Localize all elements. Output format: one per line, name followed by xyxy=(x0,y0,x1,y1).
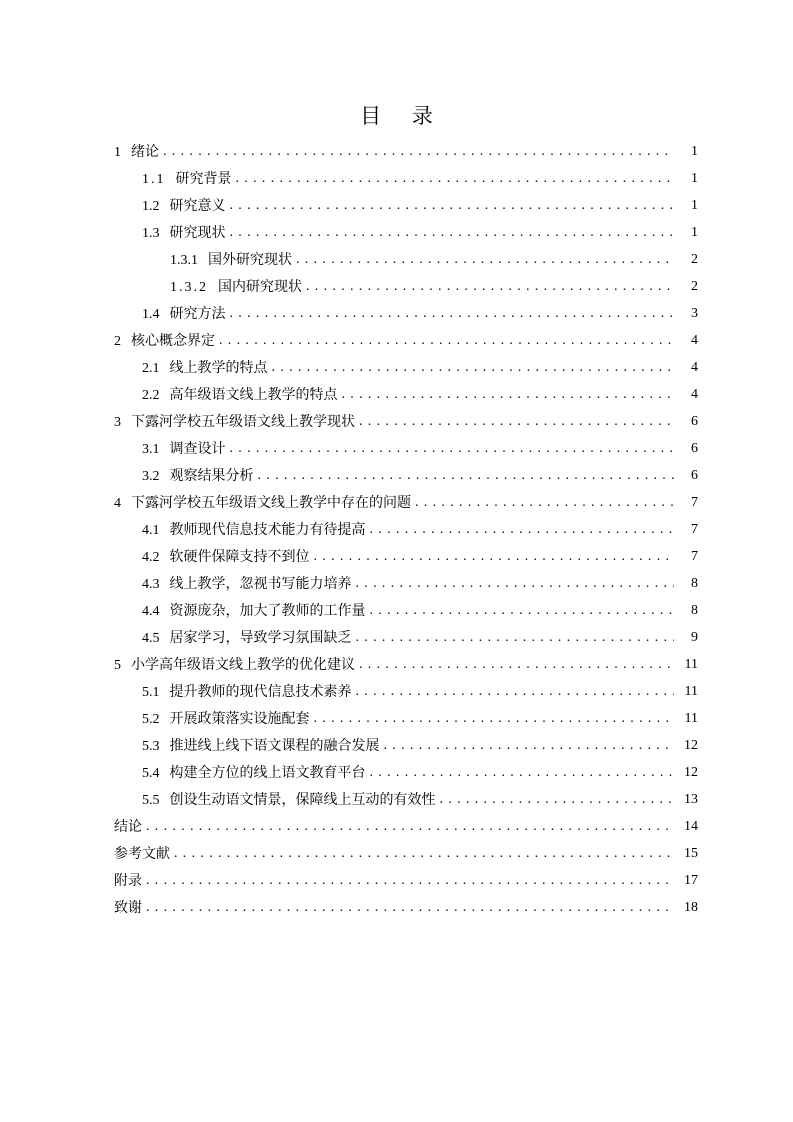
toc-page-number: 8 xyxy=(691,576,698,591)
toc-leader-dots xyxy=(356,571,675,597)
toc-entry-number: 4.2 xyxy=(142,549,160,565)
toc-entry-number: 1.1 xyxy=(142,171,166,187)
toc-page-number: 14 xyxy=(684,819,698,834)
toc-entry-text: 观察结果分析 xyxy=(169,467,254,484)
toc-page-number: 13 xyxy=(684,792,698,807)
toc-entry-5-3[interactable] xyxy=(142,733,698,759)
toc-page-number: 1 xyxy=(691,171,698,186)
toc-leader-dots xyxy=(370,760,675,786)
toc-entry-3[interactable] xyxy=(114,409,698,435)
toc-entry-3-2[interactable] xyxy=(142,463,698,489)
toc-page-number: 1 xyxy=(691,198,698,213)
toc-entry-number: 5.1 xyxy=(142,684,160,700)
toc-page-number: 12 xyxy=(684,765,698,780)
toc-leader-dots xyxy=(359,652,674,678)
toc-page-number: 6 xyxy=(691,468,698,483)
toc-page-number: 12 xyxy=(684,738,698,753)
toc-leader-dots xyxy=(146,895,674,921)
toc-leader-dots xyxy=(230,301,675,327)
toc-entry-label xyxy=(142,463,256,490)
toc-page-number: 8 xyxy=(691,603,698,618)
toc-entry-appendix[interactable] xyxy=(114,868,698,894)
toc-entry-4[interactable] xyxy=(114,490,698,516)
toc-entry-number: 4.3 xyxy=(142,576,160,592)
toc-entry-label xyxy=(142,625,354,652)
toc-page-number: 6 xyxy=(691,441,698,456)
toc-entry-label xyxy=(142,355,270,382)
toc-entry-label xyxy=(114,895,144,921)
toc-entry-text: 核心概念界定 xyxy=(131,332,215,349)
toc-entry-label xyxy=(114,139,161,166)
toc-entry-label xyxy=(142,382,340,409)
toc-entry-number: 3 xyxy=(114,414,121,430)
toc-entry-text: 国内研究现状 xyxy=(218,278,302,295)
toc-leader-dots xyxy=(163,139,674,165)
toc-leader-dots xyxy=(230,193,675,219)
toc-entry-number: 5.5 xyxy=(142,792,160,808)
toc-entry-number: 5 xyxy=(114,657,121,673)
toc-entry-acknowledgements[interactable] xyxy=(114,895,698,921)
toc-entry-text: 研究方法 xyxy=(169,305,226,322)
toc-leader-dots xyxy=(356,625,675,651)
toc-entry-text: 教师现代信息技术能力有待提高 xyxy=(169,521,366,538)
toc-page-number: 7 xyxy=(691,495,698,510)
toc-leader-dots xyxy=(174,841,674,867)
toc-entry-5-4[interactable] xyxy=(142,760,698,786)
toc-page-number: 11 xyxy=(684,657,698,672)
toc-entry-1-2[interactable] xyxy=(142,193,698,219)
toc-entry-text: 调查设计 xyxy=(169,440,226,457)
toc-entry-text: 居家学习，导致学习氛围缺乏 xyxy=(169,629,352,646)
toc-leader-dots xyxy=(440,787,675,813)
toc-entry-label xyxy=(142,598,368,625)
toc-page-number: 7 xyxy=(691,522,698,537)
toc-entry-number: 4 xyxy=(114,495,121,511)
toc-page-number: 7 xyxy=(691,549,698,564)
toc-entry-label xyxy=(142,679,354,706)
toc-entry-label xyxy=(114,328,217,355)
toc-entry-number: 1.4 xyxy=(142,306,160,322)
toc-entry-label xyxy=(142,517,368,544)
toc-entry-number: 5.3 xyxy=(142,738,160,754)
toc-page-number: 17 xyxy=(684,873,698,888)
toc-entry-text: 下露河学校五年级语文线上教学现状 xyxy=(131,413,355,430)
toc-entry-1-1[interactable] xyxy=(142,166,698,192)
toc-entry-label xyxy=(142,733,382,760)
toc-entry-label xyxy=(142,787,438,814)
toc-entry-label xyxy=(142,166,234,193)
toc-entry-label xyxy=(142,436,228,463)
toc-entry-text: 下露河学校五年级语文线上教学中存在的问题 xyxy=(131,494,411,511)
toc-entry-4-3[interactable] xyxy=(142,571,698,597)
toc-page-number: 4 xyxy=(691,333,698,348)
toc-entry-2[interactable] xyxy=(114,328,698,354)
toc-entry-label xyxy=(142,760,368,787)
toc-entry-label xyxy=(142,220,228,247)
toc-entry-label xyxy=(142,544,312,571)
toc-entry-4-2[interactable] xyxy=(142,544,698,570)
toc-entry-label xyxy=(170,247,294,274)
toc-entry-number: 5.4 xyxy=(142,765,160,781)
toc-entry-text: 资源庞杂，加大了教师的工作量 xyxy=(169,602,366,619)
toc-leader-dots xyxy=(342,382,675,408)
toc-entry-number: 5.2 xyxy=(142,711,160,727)
toc-page-number: 4 xyxy=(691,360,698,375)
toc-entry-references[interactable] xyxy=(114,841,698,867)
toc-entry-text: 线上教学的特点 xyxy=(169,359,268,376)
toc-page-number: 2 xyxy=(691,252,698,267)
toc-leader-dots xyxy=(230,436,675,462)
toc-entry-number: 4.1 xyxy=(142,522,160,538)
toc-page-number: 4 xyxy=(691,387,698,402)
toc-entry-4-1[interactable] xyxy=(142,517,698,543)
toc-page-number: 6 xyxy=(691,414,698,429)
toc-leader-dots xyxy=(314,706,675,732)
toc-entry-label xyxy=(142,571,354,598)
toc-entry-label xyxy=(114,841,172,867)
toc-entry-label xyxy=(114,409,357,436)
toc-entry-number: 3.1 xyxy=(142,441,160,457)
toc-leader-dots xyxy=(356,679,675,705)
toc-entry-4-5[interactable] xyxy=(142,625,698,651)
toc-entry-number: 4.5 xyxy=(142,630,160,646)
toc-entry-number: 2.2 xyxy=(142,387,160,403)
toc-entry-2-2[interactable] xyxy=(142,382,698,408)
toc-entry-text: 研究意义 xyxy=(169,197,226,214)
toc-leader-dots xyxy=(370,598,675,624)
toc-entry-2-1[interactable] xyxy=(142,355,698,381)
toc-page-number: 9 xyxy=(691,630,698,645)
toc-entry-text: 研究背景 xyxy=(175,170,232,187)
toc-page-number: 1 xyxy=(691,144,698,159)
toc-title: 目 录 xyxy=(360,104,445,128)
toc-entry-4-4[interactable] xyxy=(142,598,698,624)
toc-page-number: 18 xyxy=(684,900,698,915)
toc-leader-dots xyxy=(415,490,674,516)
toc-entry-number: 1.3.1 xyxy=(170,252,198,268)
toc-entry-number: 1.3.2 xyxy=(170,279,208,295)
toc-entry-text: 推进线上线下语文课程的融合发展 xyxy=(169,737,380,754)
toc-entry-5[interactable] xyxy=(114,652,698,678)
toc-entry-1-3[interactable] xyxy=(142,220,698,246)
toc-entry-number: 1.2 xyxy=(142,198,160,214)
toc-page-number: 11 xyxy=(684,684,698,699)
toc-entry-label xyxy=(142,706,312,733)
toc-entry-text: 绪论 xyxy=(131,143,159,160)
toc-entry-text: 线上教学，忽视书写能力培养 xyxy=(169,575,352,592)
toc-entry-text: 提升教师的现代信息技术素养 xyxy=(169,683,352,700)
toc-leader-dots xyxy=(230,220,675,246)
toc-entry-label xyxy=(142,301,228,328)
toc-entry-text: 构建全方位的线上语文教育平台 xyxy=(169,764,366,781)
toc-page-number: 2 xyxy=(691,279,698,294)
toc-entry-text: 小学高年级语文线上教学的优化建议 xyxy=(131,656,355,673)
toc-entry-text: 结论 xyxy=(114,819,142,835)
toc-entry-number: 4.4 xyxy=(142,603,160,619)
toc-entry-text: 创设生动语文情景，保障线上互动的有效性 xyxy=(169,791,436,808)
toc-entry-1-3-1[interactable] xyxy=(170,247,698,273)
toc-entry-1[interactable] xyxy=(114,139,698,165)
toc-entry-1-4[interactable] xyxy=(142,301,698,327)
toc-entry-number: 1.3 xyxy=(142,225,160,241)
toc-entry-text: 研究现状 xyxy=(169,224,226,241)
toc-entry-label xyxy=(170,274,304,301)
toc-entry-text: 软硬件保障支持不到位 xyxy=(169,548,310,565)
toc-leader-dots xyxy=(236,166,675,192)
toc-leader-dots xyxy=(370,517,675,543)
toc-page-number: 3 xyxy=(691,306,698,321)
toc-entry-number: 2 xyxy=(114,333,121,349)
toc-entry-number: 1 xyxy=(114,144,121,160)
toc-entry-text: 国外研究现状 xyxy=(208,251,292,268)
toc-entry-text: 参考文献 xyxy=(114,846,170,862)
toc-leader-dots xyxy=(272,355,675,381)
toc-page-number: 15 xyxy=(684,846,698,861)
toc-leader-dots xyxy=(359,409,674,435)
toc-leader-dots xyxy=(314,544,675,570)
toc-entry-number: 2.1 xyxy=(142,360,160,376)
toc-page-number: 11 xyxy=(684,711,698,726)
toc-entry-label xyxy=(114,490,413,517)
toc-leader-dots xyxy=(258,463,675,489)
toc-entry-number: 3.2 xyxy=(142,468,160,484)
toc-leader-dots xyxy=(296,247,674,273)
toc-leader-dots xyxy=(219,328,674,354)
toc-entry-text: 高年级语文线上教学的特点 xyxy=(169,386,338,403)
toc-leader-dots xyxy=(384,733,675,759)
toc-leader-dots xyxy=(306,274,674,300)
toc-entry-3-1[interactable] xyxy=(142,436,698,462)
toc-entry-conclusion[interactable] xyxy=(114,814,698,840)
toc-page-number: 1 xyxy=(691,225,698,240)
toc-leader-dots xyxy=(146,814,674,840)
toc-entry-text: 附录 xyxy=(114,873,142,889)
toc-entry-label xyxy=(114,652,357,679)
toc-entry-label xyxy=(114,868,144,894)
toc-entry-text: 开展政策落实设施配套 xyxy=(169,710,310,727)
toc-entry-1-3-2[interactable] xyxy=(170,274,698,300)
toc-entry-5-5[interactable] xyxy=(142,787,698,813)
toc-entry-label xyxy=(114,814,144,840)
toc-entry-5-2[interactable] xyxy=(142,706,698,732)
toc-leader-dots xyxy=(146,868,674,894)
toc-entry-5-1[interactable] xyxy=(142,679,698,705)
toc-entry-label xyxy=(142,193,228,220)
toc-entry-text: 致谢 xyxy=(114,900,142,916)
